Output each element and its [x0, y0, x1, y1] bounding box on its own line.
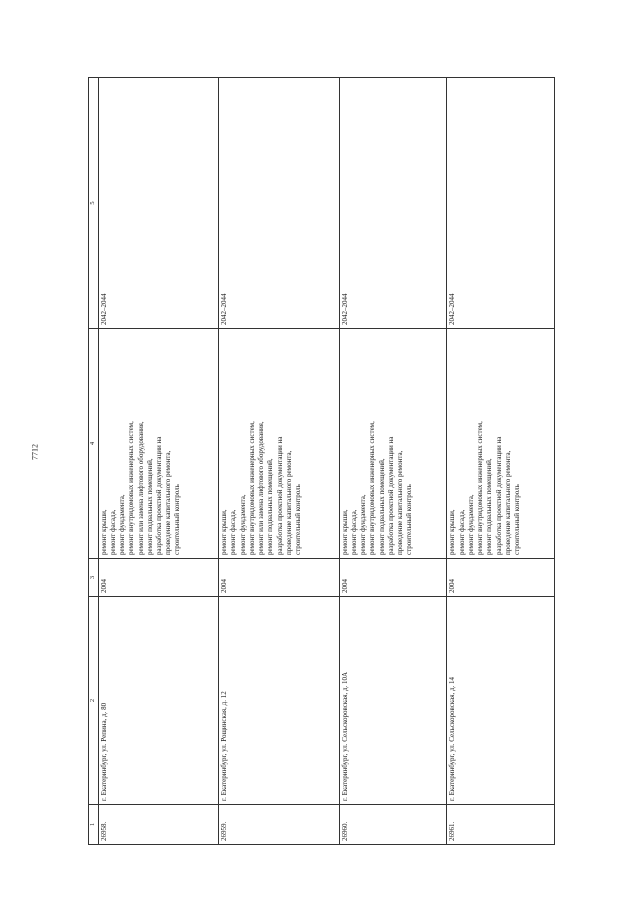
- header-row: [89, 78, 99, 845]
- row-number: 26958.: [98, 805, 219, 845]
- repair-works: ремонт крыши, ремонт фасада, ремонт фундамента, ремонт внутридомовых инженерных систем, ремонт или замена лифтового оборудования, ремонт подвальных помещений, разработка проектной документации на проведение капитального ремонта, строительный контроль: [98, 329, 219, 559]
- address: г. Екатеринбург, ул. Репина, д. 80: [98, 597, 219, 805]
- repair-period: 2042–2044: [219, 78, 340, 329]
- rotated-table-container: [88, 78, 555, 845]
- table-row: [447, 78, 555, 845]
- column-header-2: 2: [89, 597, 99, 805]
- repair-period: 2042–2044: [447, 78, 555, 329]
- commission-year: 2004: [339, 559, 447, 597]
- repair-schedule-table: [88, 77, 555, 845]
- repair-works: ремонт крыши, ремонт фасада, ремонт фундамента, ремонт внутридомовых инженерных систем, ремонт подвальных помещений, разработка проектной документации на проведение капитального ремонта, строительный контроль: [447, 329, 555, 559]
- address: г. Екатеринбург, ул. Рощинская, д. 12: [219, 597, 340, 805]
- row-number: 26961.: [447, 805, 555, 845]
- column-header-1: 1: [89, 805, 99, 845]
- column-header-5: 5: [89, 78, 99, 329]
- commission-year: 2004: [98, 559, 219, 597]
- table-row: [219, 78, 340, 845]
- page-number: 7712: [30, 444, 40, 460]
- address: г. Екатеринбург, ул. Сельскоровская, д. 10А: [339, 597, 447, 805]
- repair-period: 2042–2044: [339, 78, 447, 329]
- table-row: [98, 78, 219, 845]
- repair-works: ремонт крыши, ремонт фасада, ремонт фундамента, ремонт внутридомовых инженерных систем, ремонт или замена лифтового оборудования, ремонт подвальных помещений, разработка проектной документации на проведение капитального ремонта, строительный контроль: [219, 329, 340, 559]
- address: г. Екатеринбург, ул. Сельскоровская, д. 14: [447, 597, 555, 805]
- commission-year: 2004: [219, 559, 340, 597]
- column-header-4: 4: [89, 329, 99, 559]
- table-row: [339, 78, 447, 845]
- commission-year: 2004: [447, 559, 555, 597]
- row-number: 26960.: [339, 805, 447, 845]
- repair-period: 2042–2044: [98, 78, 219, 329]
- repair-works: ремонт крыши, ремонт фасада, ремонт фундамента, ремонт внутридомовых инженерных систем, ремонт подвальных помещений, разработка проектной документации на проведение капитального ремонта, строительный контроль: [339, 329, 447, 559]
- column-header-3: 3: [89, 559, 99, 597]
- row-number: 26959.: [219, 805, 340, 845]
